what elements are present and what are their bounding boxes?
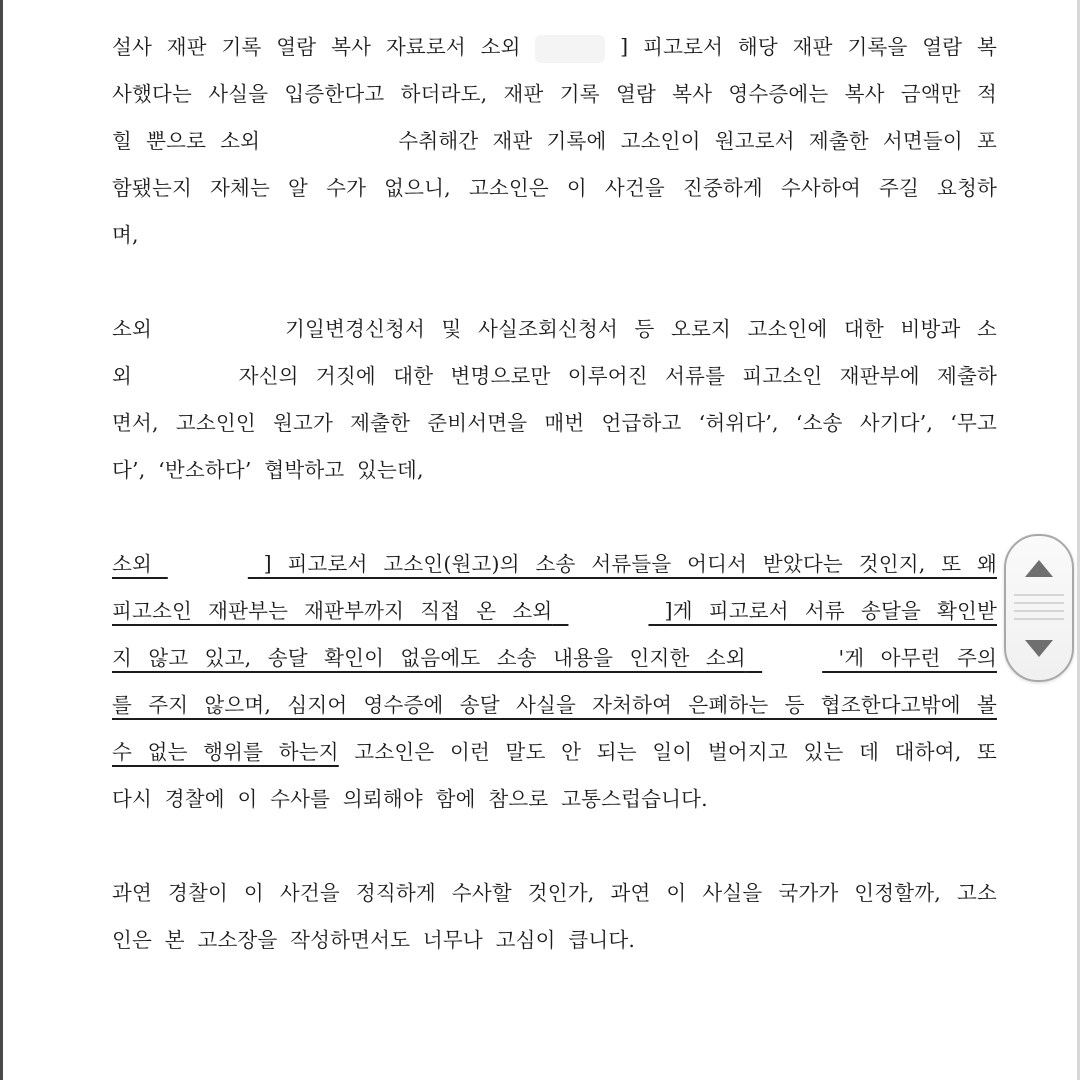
redaction-box [274, 129, 384, 157]
page-scroll-control[interactable] [1004, 534, 1074, 682]
text-line: 수 없는 행위를 하는지 고소인은 이런 말도 안 되는 일이 벌어지고 있는 데 대하여, 또 [112, 740, 997, 764]
redaction-box [168, 552, 248, 580]
redaction-box [568, 599, 648, 627]
paragraph-spacer [112, 494, 997, 541]
underlined-text-line: 소외 ] 피고로서 고소인(원고)의 소송 서류들을 어디서 받았다는 것인지, 또 왜 [112, 541, 997, 588]
text-line: 면서, 고소인인 원고가 제출한 준비서면을 매번 언급하고 ‘허위다’, ‘소송 사기다’, ‘무고 [112, 411, 997, 435]
underlined-text-line: 를 주지 않으며, 심지어 영수증에 송달 사실을 자처하여 은폐하는 등 협조한다고밖에 볼 [112, 693, 997, 717]
page-left-border [0, 0, 3, 1080]
scroll-grip-line [1014, 602, 1064, 604]
text-line: 다시 경찰에 이 수사를 의뢰해야 함에 참으로 고통스럽습니다. [112, 787, 708, 811]
paragraph-spacer [112, 823, 997, 870]
text-line: 과연 경찰이 이 사건을 정직하게 수사할 것인가, 과연 이 사실을 국가가 인정할까, 고소 [112, 881, 997, 905]
redaction-box [169, 317, 269, 345]
text-line: 며, [112, 223, 139, 247]
text-line: 힐 뿐으로 소외 수취해간 재판 기록에 고소인이 원고로서 제출한 서면들이 포 [112, 118, 997, 165]
document-body [112, 24, 997, 964]
chevron-down-icon[interactable] [1025, 640, 1053, 657]
text-line: 다’, ‘반소하다’ 협박하고 있는데, [112, 458, 424, 482]
scroll-grip-line [1014, 618, 1064, 620]
redaction-box [149, 364, 221, 392]
text-line: 설사 재판 기록 열람 복사 자료로서 소외 ] 피고로서 해당 재판 기록을 열람 복 [112, 24, 997, 71]
paragraph-4 [112, 870, 997, 964]
underlined-text-line: 피고소인 재판부는 재판부까지 직접 온 소외 ]게 피고로서 서류 송달을 확인받 [112, 588, 997, 635]
paragraph-3 [112, 541, 997, 823]
text-line: 외 자신의 거짓에 대한 변명으로만 이루어진 서류를 피고소인 재판부에 제출하 [112, 353, 997, 400]
text-line: 사했다는 사실을 입증한다고 하더라도, 재판 기록 열람 복사 영수증에는 복사 금액만 적 [112, 82, 997, 106]
text-line: 함됐는지 자체는 알 수가 없으니, 고소인은 이 사건을 진중하게 수사하여 주길 요청하 [112, 176, 997, 200]
paragraph-2 [112, 306, 997, 494]
underlined-text-line: 지 않고 있고, 송달 확인이 없음에도 소송 내용을 인지한 소외 '게 아무런 주의 [112, 635, 997, 682]
text-line: 인은 본 고소장을 작성하면서도 너무나 고심이 큽니다. [112, 928, 636, 952]
paragraph-spacer [112, 259, 997, 306]
chevron-up-icon[interactable] [1025, 560, 1053, 577]
scroll-grip-line [1014, 594, 1064, 596]
text-line: 소외 기일변경신청서 및 사실조회신청서 등 오로지 고소인에 대한 비방과 소 [112, 306, 997, 353]
redaction-box [762, 646, 822, 674]
redaction-box [535, 35, 605, 63]
scroll-grip-line [1014, 610, 1064, 612]
paragraph-1 [112, 24, 997, 259]
